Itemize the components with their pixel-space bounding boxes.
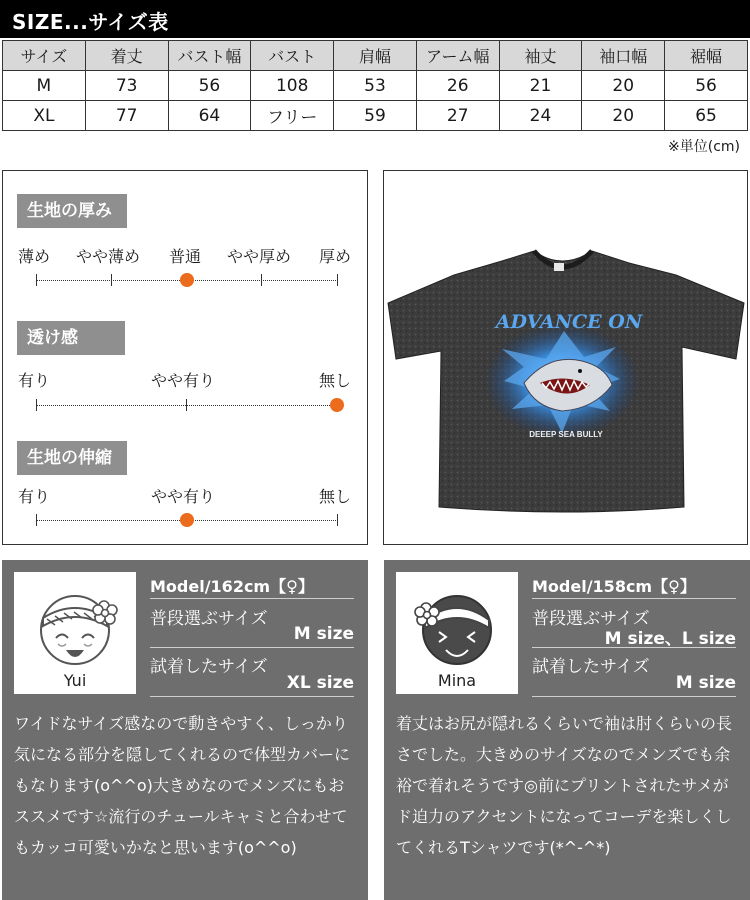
sheerness-tick xyxy=(186,399,187,411)
table-row xyxy=(3,71,748,101)
product-image-frame xyxy=(383,170,748,545)
model-comment: ワイドなサイズ感なので動きやすく、しっかり気になる部分を隠してくれるので体型カバーにもなります(o^^o)大きめなのでメンズにもおススメです☆流行のチュールキャミと合わせてもカッコ可愛いかなと思います(o^^o) xyxy=(14,714,351,857)
thickness-tick xyxy=(337,274,338,286)
divider xyxy=(150,696,354,697)
table-cell: M xyxy=(3,71,86,101)
sheerness-label: 無し xyxy=(319,371,352,390)
sheerness-scale-line xyxy=(36,405,338,406)
table-cell: 108 xyxy=(251,71,334,101)
thickness-title: 生地の厚み xyxy=(17,194,127,228)
sheerness-indicator-dot xyxy=(330,398,344,412)
divider xyxy=(532,598,736,599)
table-cell: 73 xyxy=(85,71,168,101)
table-cell: 20 xyxy=(582,71,665,101)
unit-note: ※単位(cm) xyxy=(668,139,740,155)
column-header: 肩幅 xyxy=(334,41,417,71)
table-cell: 65 xyxy=(665,101,748,131)
print-text-bottom: DEEEP SEA BULLY xyxy=(529,430,603,439)
thickness-label: 薄め xyxy=(18,247,51,266)
avatar-name: Mina xyxy=(437,671,477,690)
print-text-top: ADVANCE ON xyxy=(495,311,643,333)
column-header: アーム幅 xyxy=(416,41,499,71)
thickness-label: やや厚め xyxy=(227,247,292,266)
table-cell: フリー xyxy=(251,101,334,131)
stretch-indicator-dot xyxy=(180,513,194,527)
avatar-face-icon xyxy=(396,572,518,676)
thickness-label: 厚め xyxy=(319,247,352,266)
size-chart-header xyxy=(0,0,750,38)
table-cell: 77 xyxy=(85,101,168,131)
column-header: 袖丈 xyxy=(499,41,582,71)
usual-size-value: M size xyxy=(293,624,354,644)
table-cell: 27 xyxy=(416,101,499,131)
stretch-tick xyxy=(36,514,37,526)
table-cell: 20 xyxy=(582,101,665,131)
sheerness-label: 有り xyxy=(18,371,51,390)
column-header: 裾幅 xyxy=(665,41,748,71)
size-table-header-row xyxy=(3,41,748,71)
avatar xyxy=(396,572,518,694)
model-comment: 着丈はお尻が隠れるくらいで袖は肘くらいの長さでした。大きめのサイズなのでメンズでも余裕で着れそうです◎前にプリントされたサメがド迫力のアクセントになってコーデを楽しくしてくれるTシャツです(*^-^*) xyxy=(396,714,733,857)
tried-size-value: M size xyxy=(675,673,736,693)
tshirt-image xyxy=(384,171,747,544)
avatar xyxy=(14,572,136,694)
thickness-tick xyxy=(111,274,112,286)
divider xyxy=(532,647,736,648)
table-cell: 59 xyxy=(334,101,417,131)
stretch-label: やや有り xyxy=(151,487,216,506)
column-header: サイズ xyxy=(3,41,86,71)
stretch-label: 有り xyxy=(18,487,51,506)
column-header: 袖口幅 xyxy=(582,41,665,71)
stretch-title: 生地の伸縮 xyxy=(17,441,127,475)
table-row xyxy=(3,101,748,131)
table-cell: 56 xyxy=(665,71,748,101)
thickness-tick xyxy=(36,274,37,286)
tried-size-label: 試着したサイズ xyxy=(150,657,268,677)
column-header: バスト幅 xyxy=(168,41,251,71)
table-cell: 24 xyxy=(499,101,582,131)
thickness-label: やや薄め xyxy=(76,247,141,266)
table-cell: XL xyxy=(3,101,86,131)
tried-size-value: XL size xyxy=(286,673,354,693)
stretch-tick xyxy=(337,514,338,526)
column-header: 着丈 xyxy=(85,41,168,71)
sheerness-tick xyxy=(36,399,37,411)
model-header: Model/158cm【♀】 xyxy=(532,577,696,596)
avatar-name: Yui xyxy=(63,671,87,690)
usual-size-label: 普段選ぶサイズ xyxy=(150,609,268,629)
table-cell: 21 xyxy=(499,71,582,101)
sheerness-label: やや有り xyxy=(151,371,216,390)
table-cell: 26 xyxy=(416,71,499,101)
thickness-tick xyxy=(261,274,262,286)
column-header: バスト xyxy=(251,41,334,71)
size-table xyxy=(2,40,748,131)
fabric-properties-panel xyxy=(2,170,368,545)
table-cell: 53 xyxy=(334,71,417,101)
avatar-face-icon xyxy=(14,572,136,676)
usual-size-label: 普段選ぶサイズ xyxy=(532,609,650,629)
size-chart-title: SIZE...サイズ表 xyxy=(12,10,169,34)
divider xyxy=(150,598,354,599)
print-shark-eye xyxy=(578,369,582,373)
usual-size-value: M size、L size xyxy=(604,629,736,649)
tshirt-tag xyxy=(554,263,564,271)
stretch-label: 無し xyxy=(319,487,352,506)
model-panel-mina xyxy=(384,560,750,900)
table-cell: 64 xyxy=(168,101,251,131)
divider xyxy=(150,647,354,648)
sheerness-title: 透け感 xyxy=(17,321,125,355)
tried-size-label: 試着したサイズ xyxy=(532,657,650,677)
model-header: Model/162cm【♀】 xyxy=(150,577,314,596)
table-cell: 56 xyxy=(168,71,251,101)
divider xyxy=(532,696,736,697)
model-panel-yui xyxy=(2,560,368,900)
thickness-label: 普通 xyxy=(169,247,202,266)
thickness-indicator-dot xyxy=(180,273,194,287)
